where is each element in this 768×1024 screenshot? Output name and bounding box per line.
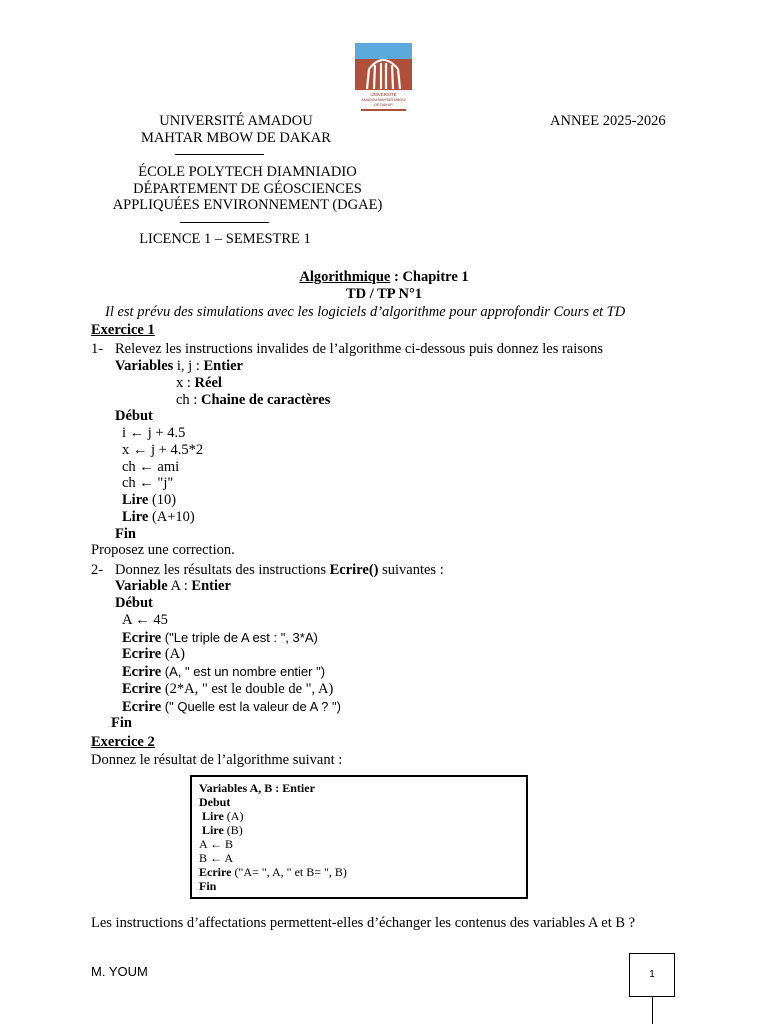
box-lire-b-arg: (B) [223, 823, 243, 837]
department-line2: APPLIQUÉES ENVIRONNEMENT (DGAE) [112, 197, 383, 213]
algo1-debut: Début [115, 408, 153, 424]
tp-title: TD / TP N°1 [345, 286, 423, 302]
logo-text-line2: AMADOU MAHTAR MBOW [361, 98, 406, 102]
box-lire-keyword: Lire [202, 809, 224, 823]
algo2-write-3 [122, 663, 325, 681]
write-arg-5: (" Quelle est la valeur de A ? ") [161, 699, 341, 714]
algo1-fin: Fin [115, 526, 136, 542]
footer-author: M. YOUM [91, 964, 148, 979]
box-lire-keyword: Lire [202, 823, 224, 837]
algo2-fin: Fin [111, 715, 132, 731]
box-variables: Variables A, B : Entier [199, 781, 315, 795]
academic-year: ANNEE 2025-2026 [550, 113, 666, 129]
university-logo [355, 43, 412, 113]
var-ch-name: ch : [176, 392, 201, 408]
logo-text-line3: DE DAKAR [374, 103, 393, 107]
ecrire-keyword: Ecrire [122, 646, 162, 662]
ecrire-keyword: Ecrire [122, 681, 162, 697]
logo-text-line1: UNIVERSITE [370, 92, 397, 97]
licence-semester: LICENCE 1 – SEMESTRE 1 [139, 231, 311, 247]
write-arg-4: (2*A, " est le double de ", A) [161, 681, 334, 697]
lire-keyword: Lire [122, 509, 149, 525]
algo1-line-1: i ← j + 4.5 [122, 425, 186, 441]
ecrire-keyword: Ecrire [122, 664, 162, 680]
variable-ch [176, 392, 330, 409]
var-a-name: A : [167, 578, 192, 594]
school-name: ÉCOLE POLYTECH DIAMNIADIO [138, 164, 357, 180]
algo2-assign: A ← 45 [122, 612, 168, 628]
type-reel: Réel [194, 375, 222, 391]
ecrire-keyword: Ecrire [122, 630, 162, 646]
algo1-line-2: x ← j + 4.5*2 [122, 442, 204, 458]
department-line1: DÉPARTEMENT DE GÉOSCIENCES [133, 181, 362, 197]
variables-ij: i, j : [173, 358, 204, 374]
type-chaine: Chaine de caractères [200, 392, 331, 408]
box-assign-a: A ← B [199, 837, 234, 851]
exercise-2-intro: Donnez le résultat de l’algorithme suivant : [91, 752, 343, 768]
variable-a-declaration [115, 578, 231, 595]
box-lire-a [202, 809, 243, 823]
variable-x [176, 375, 222, 392]
box-ecrire-arg: ("A= ", A, " et B= ", B) [231, 865, 347, 879]
lire-arg-2: (A+10) [148, 509, 195, 525]
algo2-write-1 [122, 629, 318, 647]
logo-emblem-icon [355, 43, 412, 113]
q2-ecrire-keyword: Ecrire() [329, 562, 379, 578]
question-1-text: Relevez les instructions invalides de l’algorithme ci-dessous puis donnez les raisons [115, 341, 604, 357]
document-title [0, 269, 768, 286]
question-1-number: 1- [91, 341, 104, 357]
university-name-line2: MAHTAR MBOW DE DAKAR [141, 130, 331, 146]
box-fin: Fin [199, 879, 217, 893]
q2-text-b: suivantes : [378, 562, 444, 578]
exercise-2-question: Les instructions d’affectations permettent-elles d’échanger les contenus des variables A et B ? [91, 915, 636, 931]
page-number: 1 [649, 969, 655, 980]
algo1-line-6 [122, 509, 195, 526]
variable-keyword: Variable [115, 578, 168, 594]
exercise-1-heading: Exercice 1 [91, 322, 155, 338]
box-ecrire-keyword: Ecrire [199, 865, 232, 879]
variables-declaration [115, 358, 243, 375]
ecrire-keyword: Ecrire [122, 699, 162, 715]
box-debut: Debut [199, 795, 231, 809]
write-arg-3: (A, " est un nombre entier ") [161, 664, 326, 679]
header-divider-2 [180, 222, 269, 223]
q2-text-a: Donnez les résultats des instructions [115, 562, 330, 578]
box-assign-b: B ← A [199, 851, 234, 865]
question-2-number: 2- [91, 562, 104, 578]
university-name-line1: UNIVERSITÉ AMADOU [159, 113, 313, 129]
lire-arg-1: (10) [148, 492, 177, 508]
lire-keyword: Lire [122, 492, 149, 508]
algo2-write-5 [122, 698, 341, 716]
exercise-2-heading: Exercice 2 [91, 734, 155, 750]
type-entier: Entier [203, 358, 243, 374]
subject-title: Algorithmique [299, 269, 391, 285]
intro-note: Il est prévu des simulations avec les logiciels d’algorithme pour approfondir Cours et TD [105, 304, 626, 320]
algo2-debut: Début [115, 595, 153, 611]
algo1-line-4: ch ← "j" [122, 475, 174, 491]
algo2-write-2 [122, 646, 185, 663]
write-arg-2: (A) [161, 646, 185, 662]
type-entier: Entier [191, 578, 231, 594]
algo1-line-5 [122, 492, 176, 509]
header-divider-1 [175, 154, 264, 155]
chapter-title: : Chapitre 1 [390, 269, 469, 285]
var-x-name: x : [176, 375, 195, 391]
box-ecrire [199, 865, 347, 879]
algo2-write-4 [122, 681, 333, 698]
correction-prompt: Proposez une correction. [91, 542, 235, 558]
box-lire-b [202, 823, 243, 837]
algo1-line-3: ch ← ami [122, 459, 180, 475]
page-number-connector [652, 996, 653, 1024]
write-arg-1: ("Le triple de A est : ", 3*A) [161, 630, 318, 645]
box-lire-a-arg: (A) [223, 809, 244, 823]
variables-keyword: Variables [115, 358, 174, 374]
question-2-text [115, 562, 444, 579]
